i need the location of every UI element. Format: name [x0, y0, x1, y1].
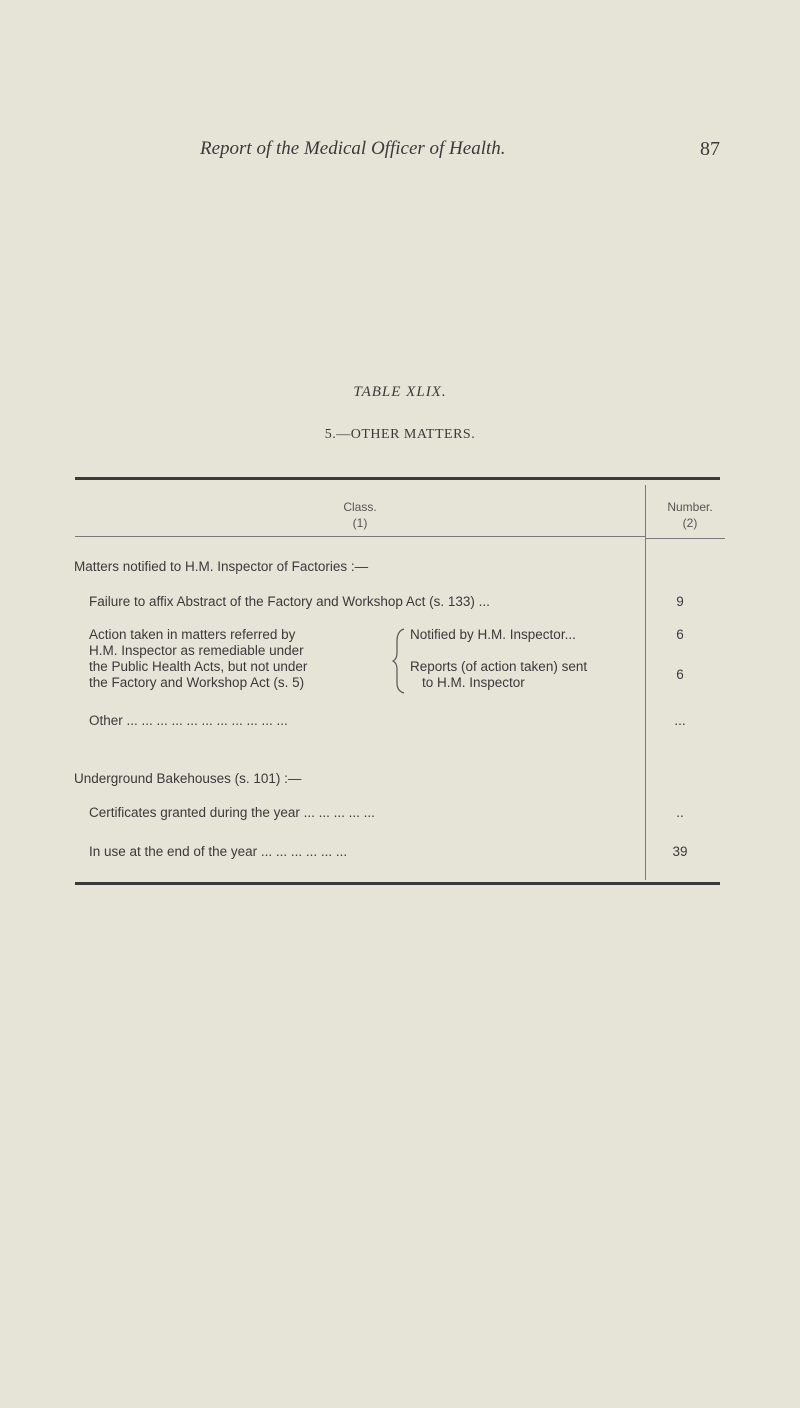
section-title: 5.—OTHER MATTERS.: [324, 427, 476, 442]
in-use-row-label: In use at the end of the year ... ... ... ... ... ...: [89, 844, 348, 859]
reports-line-2: to H.M. Inspector: [422, 675, 525, 690]
certificates-row-value: ..: [676, 805, 684, 820]
certificates-row-label: Certificates granted during the year ... ... ... ... ...: [89, 805, 375, 820]
brace-icon: [392, 627, 406, 695]
notified-row-value: 6: [676, 627, 684, 642]
class-index: (1): [352, 516, 368, 530]
bakehouses-heading: Underground Bakehouses (s. 101) :—: [74, 771, 302, 786]
header-rule-number: [645, 538, 725, 539]
action-line-1: Action taken in matters referred by: [89, 627, 296, 642]
factories-heading: Matters notified to H.M. Inspector of Factories :—: [74, 559, 369, 574]
page-number: 87: [700, 138, 720, 160]
action-line-4: the Factory and Workshop Act (s. 5): [89, 675, 305, 690]
running-title: Report of the Medical Officer of Health.: [200, 138, 506, 159]
class-header: Class.: [343, 500, 377, 514]
action-line-3: the Public Health Acts, but not under: [89, 659, 308, 674]
table-title: TABLE XLIX.: [353, 384, 447, 400]
number-index: (2): [682, 516, 698, 530]
header-rule: [75, 536, 645, 537]
bottom-rule: [75, 882, 720, 885]
top-rule: [75, 477, 720, 480]
failure-row-value: 9: [676, 594, 684, 609]
in-use-row-value: 39: [672, 844, 688, 859]
other-row-value: ...: [674, 713, 686, 728]
reports-row-value: 6: [676, 667, 684, 682]
notified-row-label: Notified by H.M. Inspector...: [410, 627, 576, 642]
number-header: Number.: [667, 500, 713, 514]
failure-row-label: Failure to affix Abstract of the Factory and Workshop Act (s. 133) ...: [89, 594, 490, 609]
other-row-label: Other ... ... ... ... ... ... ... ... ... ... ...: [89, 713, 288, 728]
reports-line-1: Reports (of action taken) sent: [410, 659, 588, 674]
action-line-2: H.M. Inspector as remediable under: [89, 643, 304, 658]
column-divider: [645, 485, 646, 880]
